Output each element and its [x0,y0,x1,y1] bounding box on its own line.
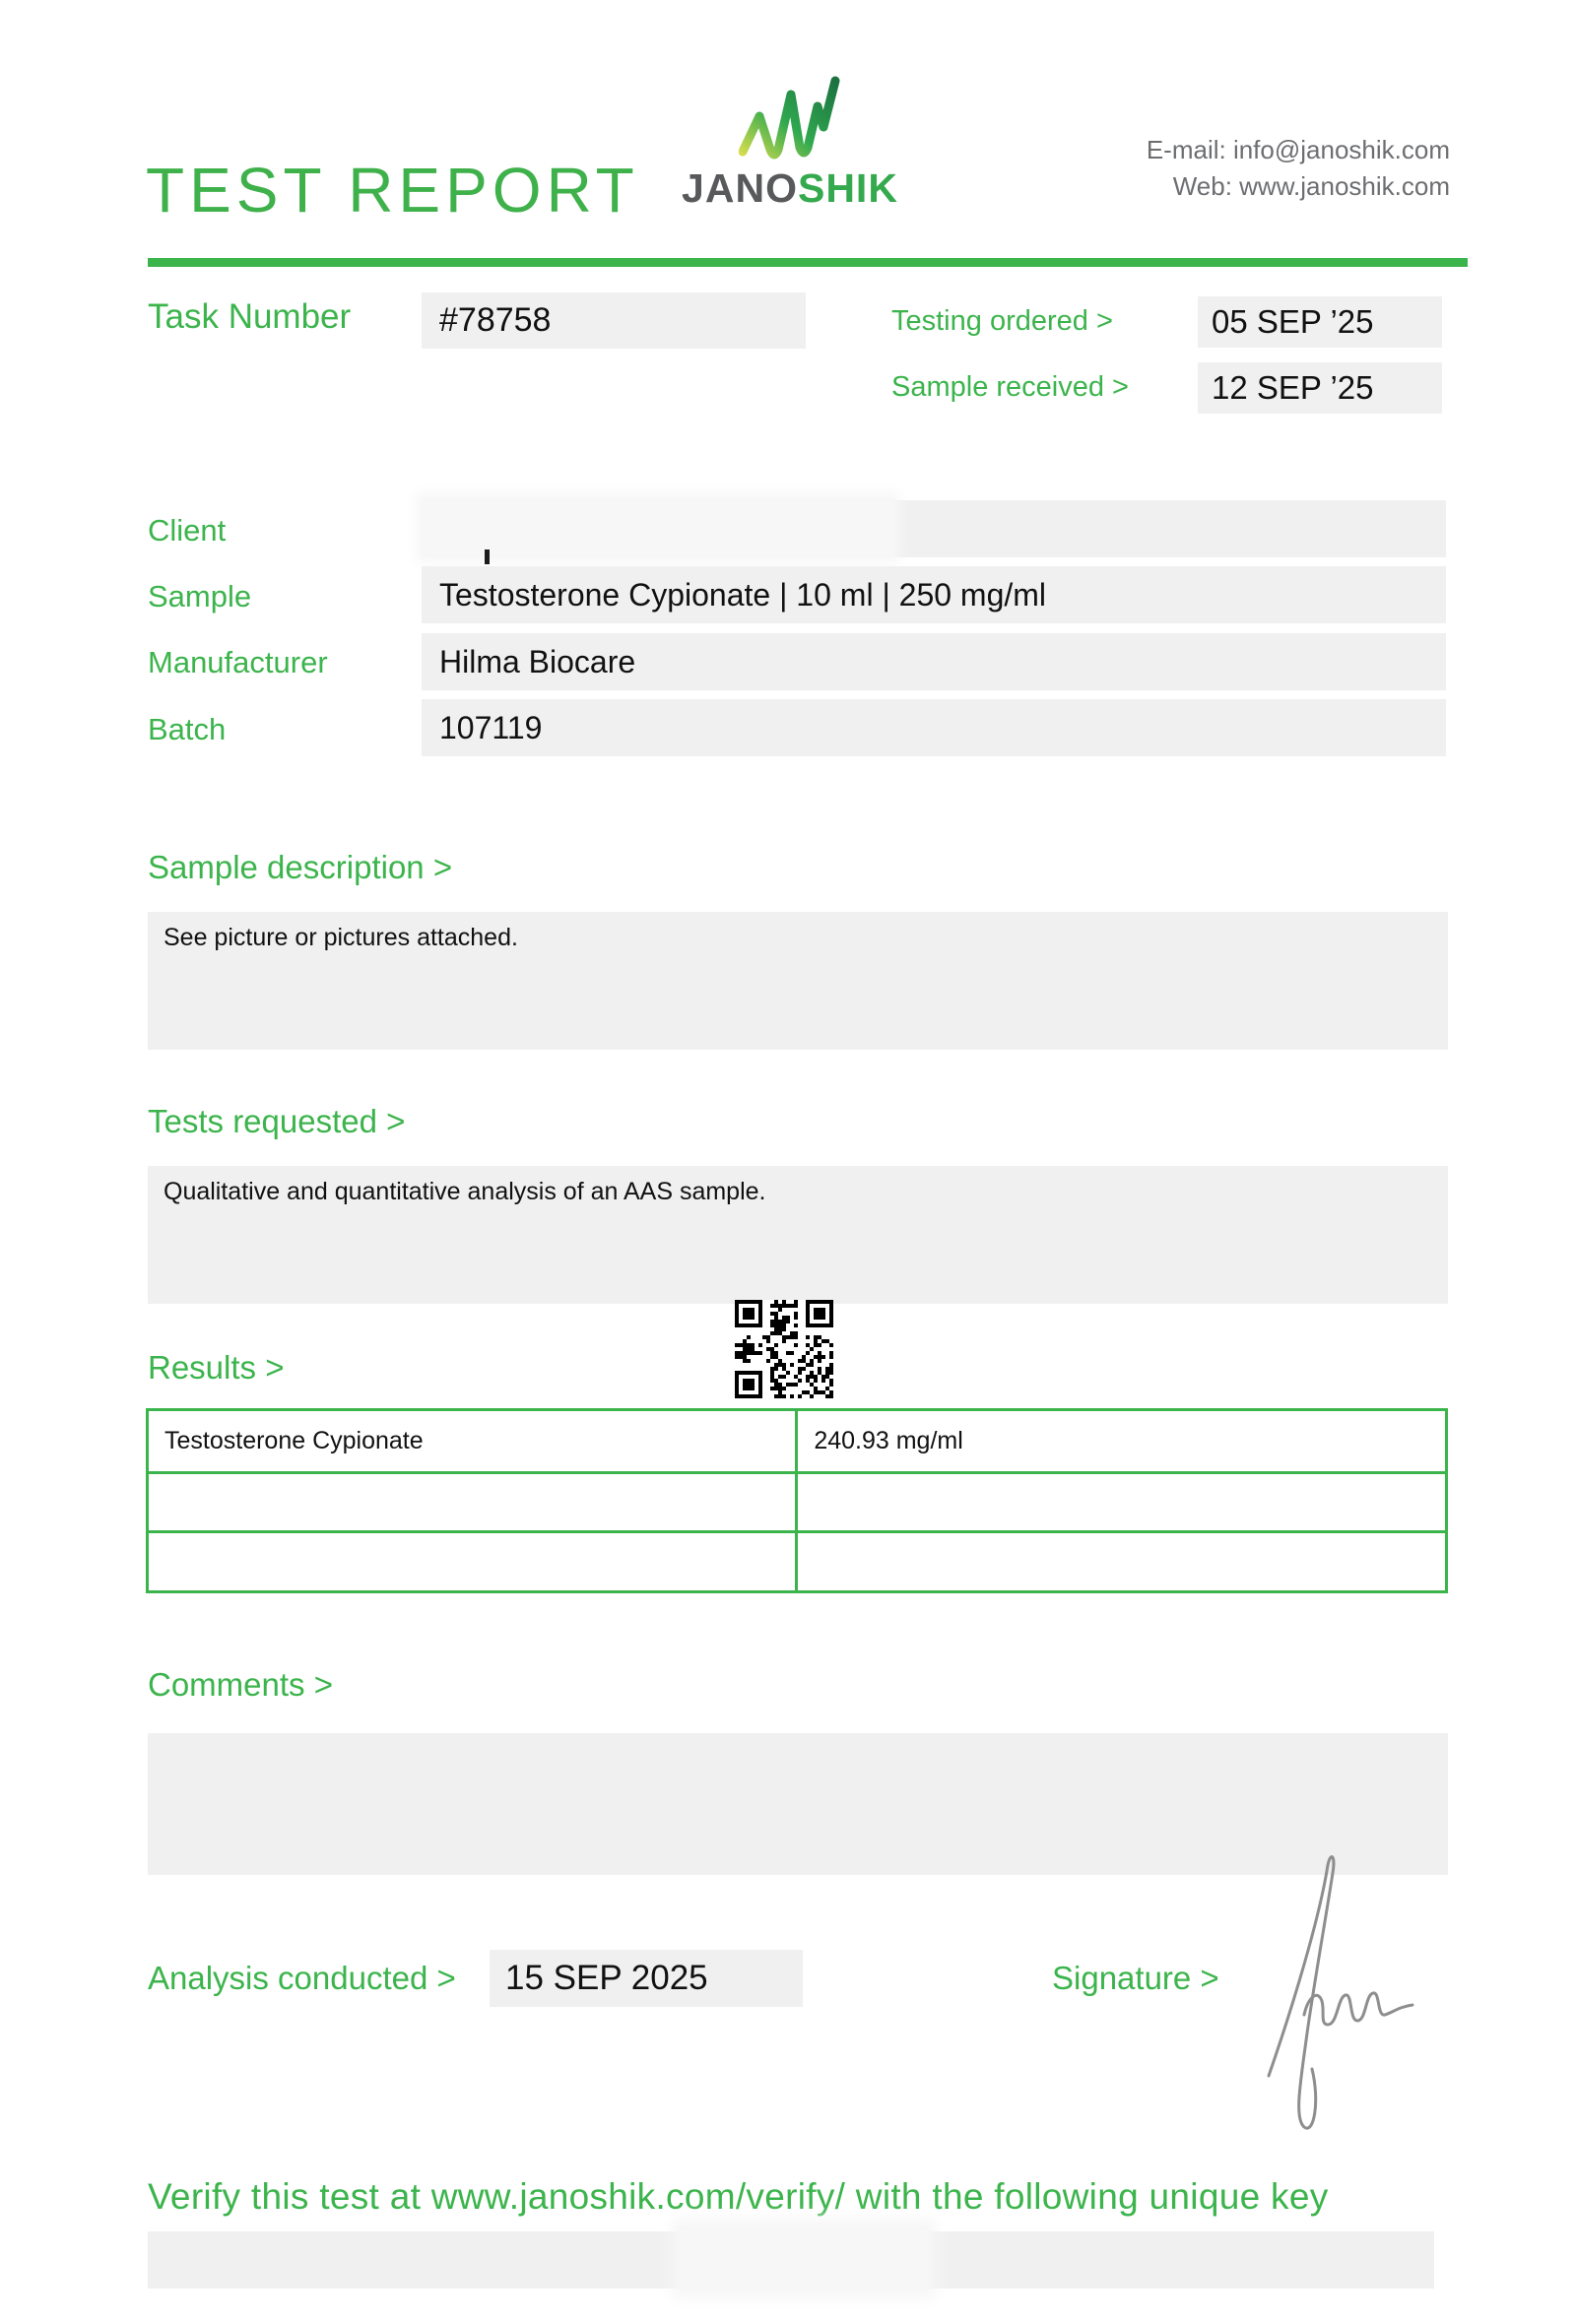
testing-ordered-field [1198,296,1442,348]
logo-word-green: SHIK [797,165,898,211]
chart-growth-arrow-icon [739,75,841,161]
results-cell-value: 240.93 mg/ml [814,1426,963,1454]
contact-web: Web: www.janoshik.com [1172,171,1450,201]
sample-label: Sample [148,579,252,613]
client-redaction-overlay [422,498,894,557]
sample-field [422,566,1446,623]
tests-requested-text: Qualitative and quantitative analysis of an AAS sample. [164,1178,766,1205]
tests-requested-box [148,1166,1448,1304]
qr-code [735,1300,833,1398]
results-cell-value [798,1530,1445,1590]
batch-value: 107119 [439,709,543,745]
task-number-label: Task Number [148,297,352,336]
comments-text [148,1733,1448,1745]
manufacturer-value: Hilma Biocare [439,643,636,679]
sample-received-date: 12 SEP ’25 [1212,369,1374,406]
testing-ordered-label: Testing ordered > [891,305,1113,337]
handwritten-signature [1249,1847,1416,2143]
sample-received-field [1198,362,1442,414]
results-cell-name: Testosterone Cypionate [149,1411,798,1471]
results-cell-name [149,1530,798,1590]
manufacturer-label: Manufacturer [148,645,328,679]
results-heading: Results > [148,1349,285,1386]
comments-heading: Comments > [148,1666,333,1703]
results-cell-name [149,1471,798,1531]
header-divider [148,258,1468,267]
results-table [146,1408,1448,1593]
sample-received-label: Sample received > [891,371,1129,403]
page-title: TEST REPORT [146,155,639,226]
sample-description-text: See picture or pictures attached. [164,924,518,951]
unique-key-redaction-overlay [680,2227,928,2292]
manufacturer-field [422,633,1446,690]
verify-instruction: Verify this test at www.janoshik.com/verify/ with the following unique key [148,2176,1329,2217]
analysis-conducted-label: Analysis conducted > [148,1960,456,1996]
sample-value: Testosterone Cypionate | 10 ml | 250 mg/ml [439,576,1047,613]
results-cell-value [798,1471,1445,1531]
logo-wordmark [678,165,902,212]
client-field [422,500,1446,557]
task-number-field [422,292,806,349]
batch-field [422,699,1446,756]
client-redaction-mark [485,549,490,564]
logo-word-gray: JANO [682,165,798,211]
client-label: Client [148,513,227,548]
sample-description-box [148,912,1448,1050]
task-number-value: #78758 [439,301,552,339]
batch-label: Batch [148,712,227,746]
analysis-date-field [490,1950,803,2007]
contact-block [1147,132,1450,205]
testing-ordered-date: 05 SEP ’25 [1212,303,1374,340]
tests-requested-heading: Tests requested > [148,1103,406,1139]
unique-key-box [148,2231,1434,2289]
contact-email: E-mail: info@janoshik.com [1146,135,1450,164]
logo [678,75,902,212]
signature-label: Signature > [1052,1960,1219,1996]
analysis-date-value: 15 SEP 2025 [505,1959,708,1997]
sample-description-heading: Sample description > [148,849,453,885]
